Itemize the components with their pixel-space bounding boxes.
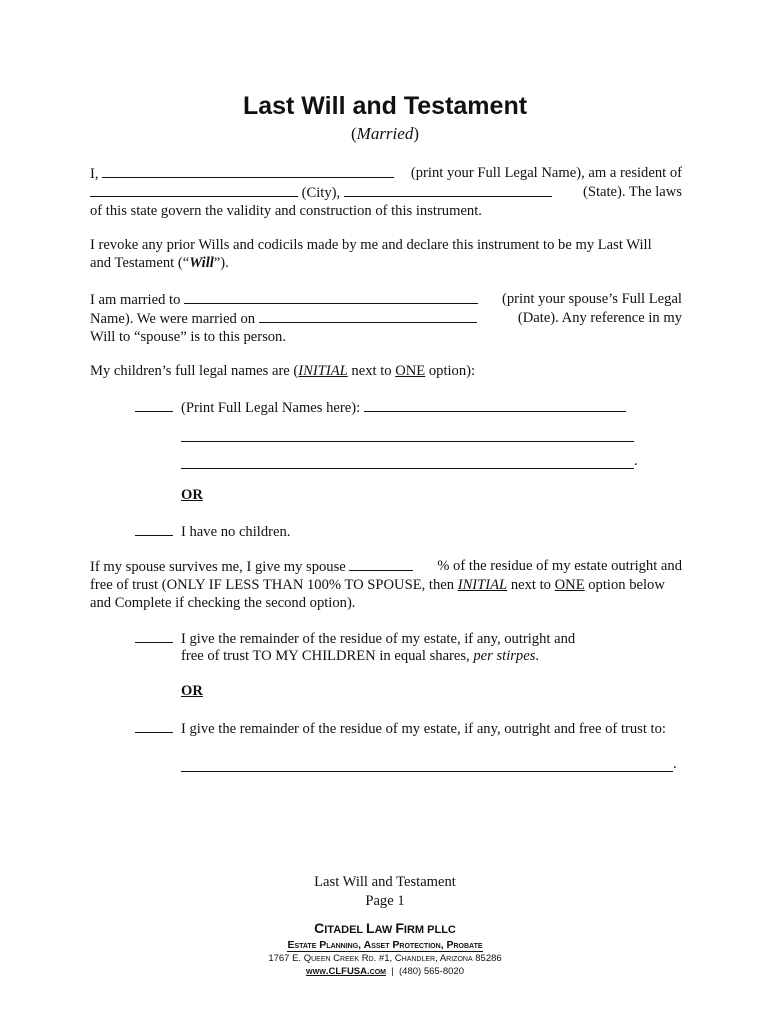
- revocation-paragraph: I revoke any prior Wills and codicils made by me and declare this instrument to be my Last Will and Testament (“Will”).: [90, 237, 652, 271]
- spouse-percentage-line[interactable]: [349, 557, 413, 571]
- children-names-line[interactable]: [181, 440, 634, 442]
- document-page: Last Will and Testament (Married) I, (print your Full Legal Name), am a resident of (City), (State). The laws of this state govern the validity and construction of this instrument. I revoke any prior Wills and codicils made by me and declare this instrument to be my Last Will and Testament (“Will”). I am married to (print your spouse’s Full Legal Name). We were married on (Date). Any reference in my Will to “spouse” is to this person. My children’s full legal names are (INITIAL next to ONE option): (Print Full Legal Names here): . OR I have no children. If my spouse survives me, I give my spouse % of the residue of my estate outright and free of trust (ONLY IF LESS THAN 100% TO SPOUSE, then INITIAL next to ONE option below and Complete if checking the second option). I give the remainder of the residue of my estate, if any, outright and free of trust TO MY CHILDREN in equal shares, per stirpes. OR I give the remainder of the residue of my estate, if any, outright and free of trust to: . Last Will and Testament Page 1 CITADEL LAW FIRM PLLC Estate Planning, Asset Protection, Probate 1767 E. Queen Creek Rd. #1, Chandler, Arizona 85286 www.CLFUSA.com | (480) 565-8020: [0, 0, 770, 1024]
- children-names-option: (Print Full Legal Names here):: [135, 398, 626, 417]
- spouse-paragraph: I am married to (print your spouse’s Full Legal Name). We were married on (Date). Any reference in my Will to “spouse” is to this person.: [90, 291, 682, 345]
- testator-paragraph: I, (print your Full Legal Name), am a resident of (City), (State). The laws of this state govern the validity and construction of this instrument.: [90, 165, 682, 219]
- marriage-date-line[interactable]: [259, 309, 477, 323]
- or-separator: OR: [181, 487, 203, 503]
- footer-page-number: Page 1: [365, 893, 405, 909]
- footer-doc-name: Last Will and Testament: [314, 874, 456, 890]
- page-title: Last Will and Testament: [242, 92, 528, 120]
- firm-phone: (480) 565-8020: [399, 966, 464, 977]
- page-subtitle: (Married): [350, 124, 419, 143]
- children-names-line[interactable]: [364, 398, 626, 412]
- spouse-name-line[interactable]: [184, 290, 478, 304]
- state-line[interactable]: [344, 183, 552, 197]
- initial-blank[interactable]: [135, 719, 173, 733]
- residue-paragraph: If my spouse survives me, I give my spouse % of the residue of my estate outright and free of trust (ONLY IF LESS THAN 100% TO SPOUSE, then INITIAL next to ONE option below and Complete if checking the second option).: [90, 558, 682, 611]
- other-beneficiary-option: I give the remainder of the residue of my estate, if any, outright and free of trust to:: [135, 719, 666, 738]
- beneficiary-line[interactable]: [181, 770, 673, 772]
- firm-contact: www.CLFUSA.com | (480) 565-8020: [306, 966, 464, 977]
- initial-blank[interactable]: [135, 398, 173, 412]
- children-paragraph: My children’s full legal names are (INITIAL next to ONE option):: [90, 363, 476, 379]
- initial-blank[interactable]: [135, 629, 173, 643]
- city-line[interactable]: [90, 183, 298, 197]
- firm-services: Estate Planning, Asset Protection, Probate: [287, 939, 483, 951]
- full-legal-name-line[interactable]: [102, 164, 394, 178]
- firm-website-link[interactable]: www.CLFUSA.com: [306, 966, 386, 977]
- children-names-line[interactable]: [181, 467, 634, 469]
- or-separator: OR: [181, 683, 203, 699]
- subtitle-word: Married: [356, 124, 414, 143]
- no-children-option: I have no children.: [135, 522, 290, 541]
- firm-name: CITADEL LAW FIRM PLLC: [314, 920, 456, 936]
- children-residue-option: I give the remainder of the residue of my estate, if any, outright and: [135, 629, 575, 648]
- initial-blank[interactable]: [135, 522, 173, 536]
- firm-address: 1767 E. Queen Creek Rd. #1, Chandler, Arizona 85286: [268, 953, 502, 964]
